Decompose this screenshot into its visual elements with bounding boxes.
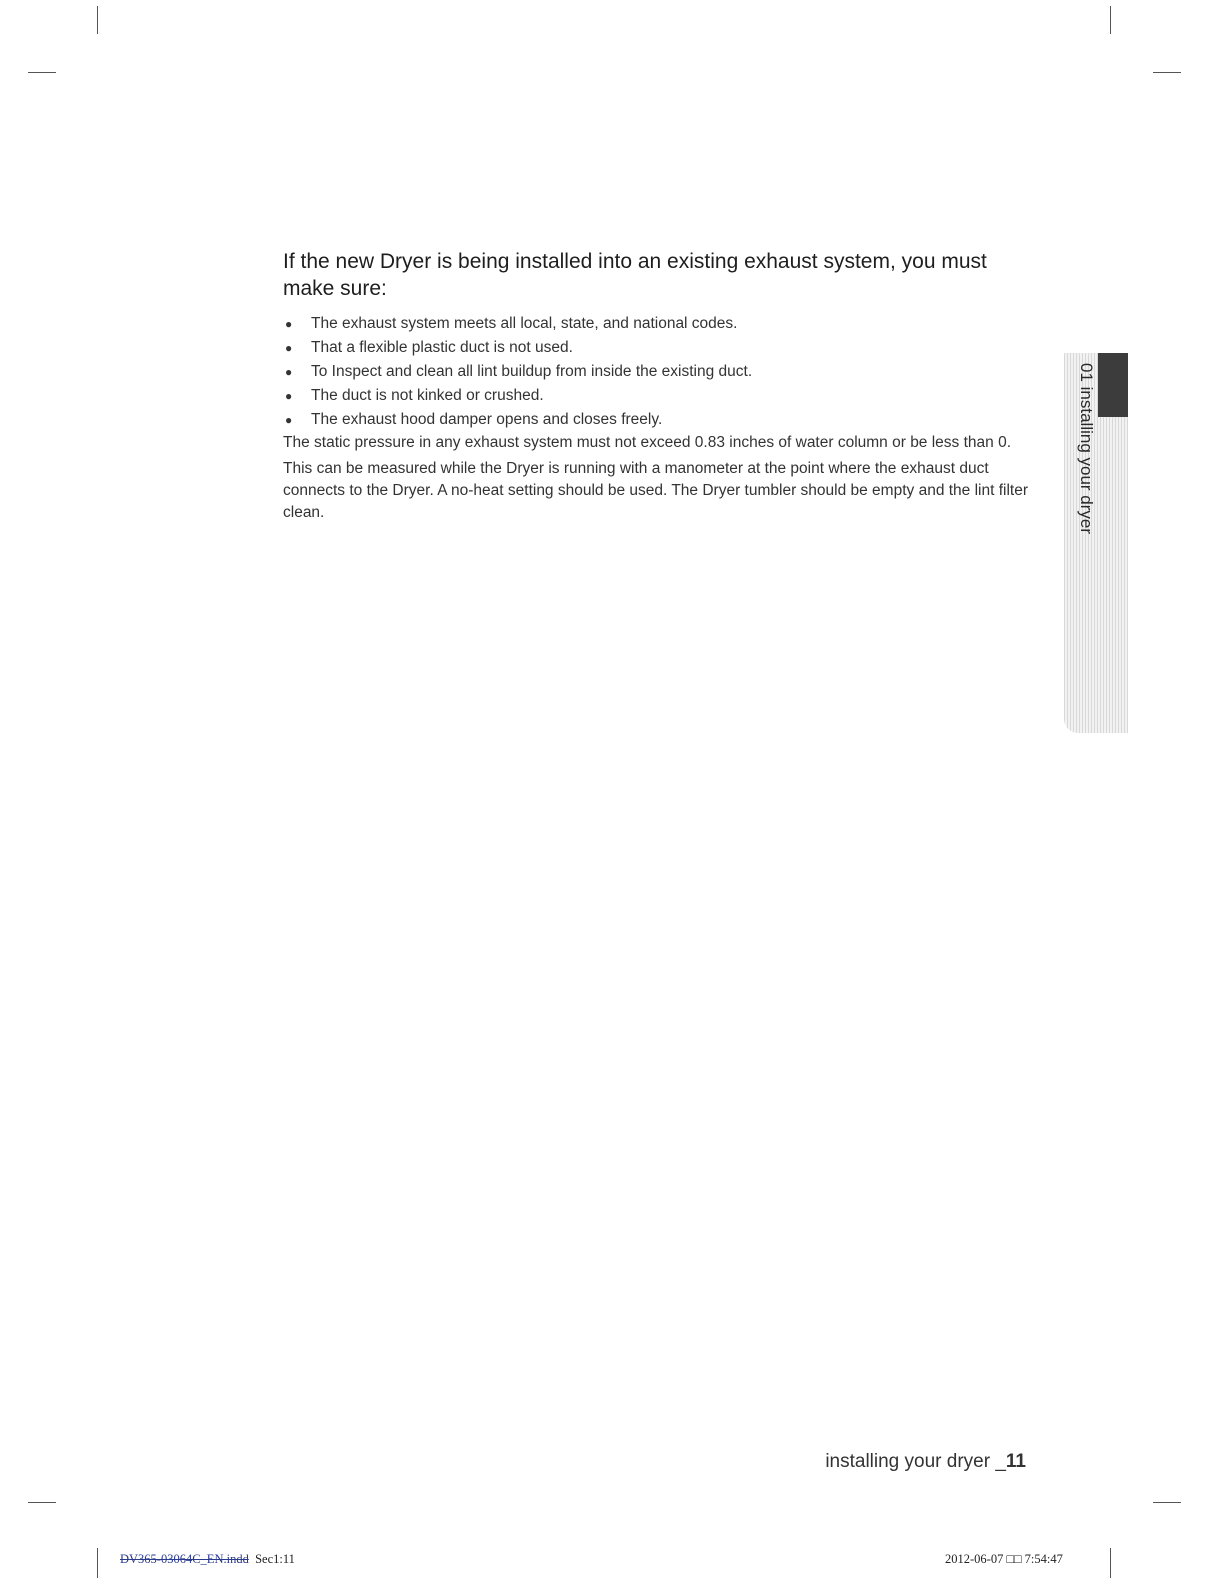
bullet-icon: ●	[285, 341, 293, 355]
bullet-icon: ●	[285, 317, 293, 331]
measurement-paragraph: This can be measured while the Dryer is running with a manometer at the point where the exhaust duct connects to the Dryer. A no-heat setting should be used. The Dryer tumbler should be empty and the lint filter clean.	[283, 460, 1028, 521]
slug-timestamp: 2012-06-07 □□ 7:54:47	[945, 1552, 1063, 1566]
crop-mark	[1153, 72, 1181, 73]
crop-mark	[1153, 1502, 1181, 1503]
print-slug-right	[945, 1552, 1063, 1567]
list-item-text: To Inspect and clean all lint buildup from inside the existing duct.	[311, 363, 753, 380]
list-item	[283, 312, 1028, 336]
tab-marker	[1098, 353, 1128, 417]
list-item	[283, 384, 1028, 408]
print-slug-left	[120, 1552, 295, 1567]
static-pressure-paragraph: The static pressure in any exhaust system must not exceed 0.83 inches of water column or be less than 0.	[283, 434, 1012, 451]
crop-mark	[28, 1502, 56, 1503]
bullet-icon: ●	[285, 365, 293, 379]
section-side-tab	[1064, 353, 1128, 733]
list-item-text: That a flexible plastic duct is not used.	[311, 339, 573, 356]
section-heading: If the new Dryer is being installed into an existing exhaust system, you must make sure:	[283, 250, 987, 300]
crop-mark	[1110, 1548, 1111, 1578]
page-footer	[825, 1451, 1026, 1473]
bullet-icon: ●	[285, 389, 293, 403]
list-item	[283, 360, 1028, 384]
list-item-text: The exhaust hood damper opens and closes freely.	[311, 411, 663, 428]
crop-mark	[28, 72, 56, 73]
page-number: 11	[1005, 1451, 1026, 1472]
slug-section: Sec1:11	[255, 1552, 295, 1566]
bullet-icon: ●	[285, 413, 293, 427]
list-item	[283, 336, 1028, 360]
list-item-text: The duct is not kinked or crushed.	[311, 387, 544, 404]
footer-section-name: installing your dryer _	[825, 1451, 1006, 1472]
slug-filename: DV365-03064C_EN.indd	[120, 1552, 249, 1566]
main-content	[283, 248, 1028, 528]
crop-mark	[97, 1548, 98, 1578]
side-tab-label: 01 installing your dryer	[1077, 363, 1096, 535]
list-item	[283, 408, 1028, 432]
crop-mark	[97, 6, 98, 34]
checklist	[283, 312, 1028, 432]
list-item-text: The exhaust system meets all local, state, and national codes.	[311, 315, 738, 332]
crop-mark	[1110, 6, 1111, 34]
